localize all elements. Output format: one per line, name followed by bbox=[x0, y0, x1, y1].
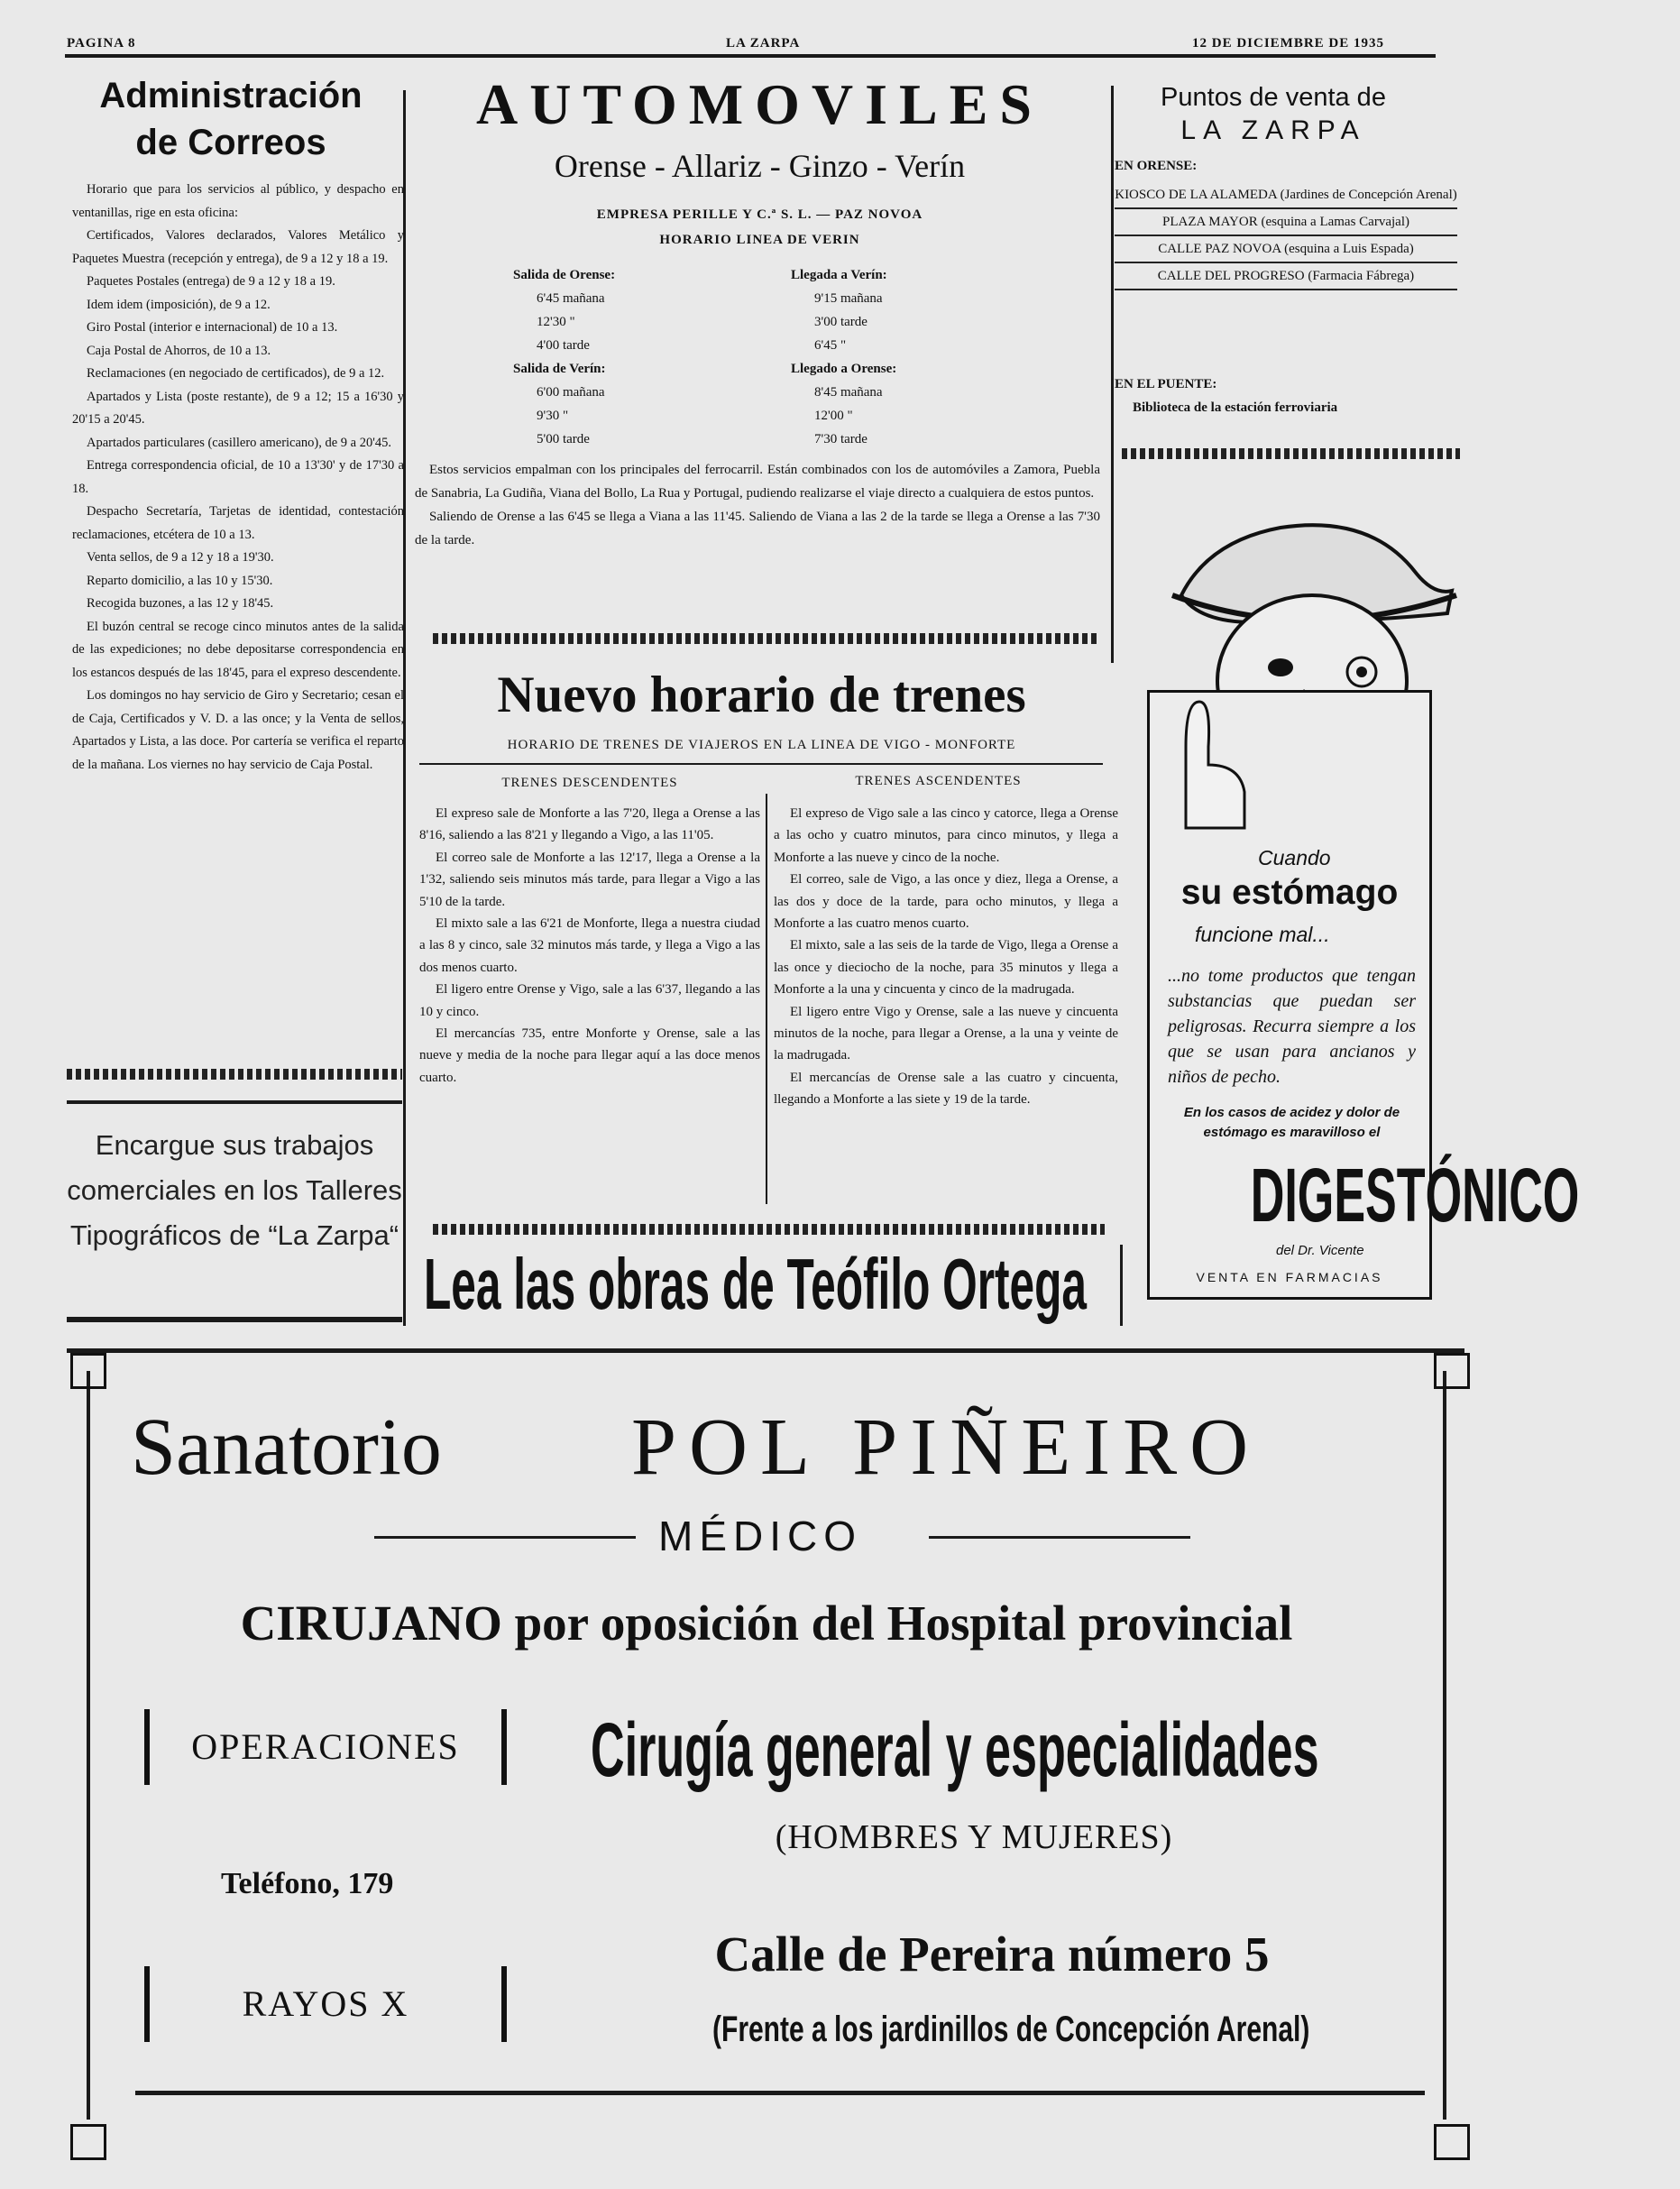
correos-paragraph: Entrega correspondencia oficial, de 10 a 13'30' y de 17'30 a 18. bbox=[72, 458, 404, 496]
sanatorio-frente-wrap bbox=[712, 2004, 1434, 2055]
correos-paragraph: Despacho Secretaría, Tarjetas de identidad, contestación reclamaciones, etcétera de 10 a 13. bbox=[72, 504, 404, 542]
auto-note: Estos servicios empalman con los principales del ferrocarril. Están combinados con los de automóviles a Zamora, Puebla de Sanabria, La Gudiña, Viana del Bollo, La Rua y Portugal, pudiendo realizarse el viaje directo a cualquiera de estos puntos. bbox=[415, 463, 1100, 501]
sanatorio-calle: Calle de Pereira número 5 bbox=[714, 1927, 1270, 1982]
auto-title: AUTOMOVILES bbox=[475, 72, 1044, 136]
auto-cell: 6'45 mañana bbox=[537, 291, 605, 306]
puntos-item: PLAZA MAYOR (esquina a Lamas Carvajal) bbox=[1115, 209, 1457, 236]
correos-body bbox=[72, 179, 404, 777]
sanatorio-bottom-rule bbox=[135, 2091, 1425, 2095]
trenes-asc-heading: TRENES ASCENDENTES bbox=[855, 774, 1022, 788]
operaciones-box: OPERACIONES bbox=[144, 1709, 507, 1785]
auto-cell: 8'45 mañana bbox=[814, 385, 883, 400]
corner-ornament-icon bbox=[1434, 2124, 1470, 2160]
auto-cell: 6'00 mañana bbox=[537, 385, 605, 400]
sanatorio-cirujano: CIRUJANO por oposición del Hospital provincial bbox=[240, 1596, 1293, 1651]
correos-title-1: Administración bbox=[99, 76, 363, 115]
correos-paragraph: Apartados particulares (casillero americano), de 9 a 20'45. bbox=[87, 435, 391, 450]
corner-ornament-icon bbox=[70, 1353, 106, 1389]
auto-schedule-table bbox=[510, 263, 978, 451]
issue-date: 12 DE DICIEMBRE DE 1935 bbox=[1192, 36, 1385, 51]
correos-paragraph: Reparto domicilio, a las 10 y 15'30. bbox=[87, 573, 273, 588]
correos-paragraph: Venta sellos, de 9 a 12 y 18 a 19'30. bbox=[87, 550, 274, 565]
auto-header: Salida de Orense: bbox=[513, 268, 616, 282]
puntos-title-2: LA ZARPA bbox=[1180, 115, 1366, 145]
corner-ornament-icon bbox=[70, 2124, 106, 2160]
trenes-desc-paragraph: El expreso sale de Monforte a las 7'20, llega a Orense a las 8'16, saliendo a las 8'21 y llegando a Vigo, a las 11'05. bbox=[419, 806, 760, 843]
pointing-hand-icon bbox=[1168, 693, 1258, 828]
puntos-sec-orense: EN ORENSE: bbox=[1115, 159, 1198, 173]
eye bbox=[1268, 658, 1293, 676]
trenes-asc-paragraph: El ligero entre Vigo y Orense, sale a las nueve y cincuenta minutos de la noche, para llegar a Orense, a la una y veinte de la madrugada. bbox=[774, 1004, 1118, 1063]
rule bbox=[374, 1536, 636, 1539]
eye bbox=[1356, 667, 1367, 677]
sanatorio-medico: MÉDICO bbox=[658, 1513, 862, 1559]
puntos-title-1: Puntos de venta de bbox=[1161, 83, 1386, 112]
sanatorio-telefono: Teléfono, 179 bbox=[221, 1867, 394, 1900]
auto-header: Llegado a Orense: bbox=[791, 362, 897, 376]
header-rule bbox=[65, 54, 1436, 58]
dashed-rule bbox=[433, 1224, 1105, 1235]
correos-paragraph: Paquetes Postales (entrega) de 9 a 12 y 18 a 19. bbox=[87, 274, 335, 289]
column-divider bbox=[766, 794, 767, 1204]
column-divider bbox=[1111, 86, 1114, 663]
puntos-item: Biblioteca de la estación ferroviaria bbox=[1133, 400, 1338, 415]
auto-cell: 4'00 tarde bbox=[537, 338, 590, 353]
rule bbox=[419, 763, 1103, 765]
digestonico-body: ...no tome productos que tengan substancias que puedan ser peligrosas. Recurra siempre a los que se usan para ancianos y niños de pecho. bbox=[1168, 966, 1416, 1087]
digestonico-line-1: Cuando bbox=[1258, 846, 1331, 869]
trenes-asc-paragraph: El expreso de Vigo sale a las cinco y catorce, llega a Orense a las ocho y cuatro minutos, para cinco minutos, y llega a Monforte a las nueve y cinco de la noche. bbox=[774, 806, 1118, 865]
auto-cell: 12'30 " bbox=[537, 315, 575, 329]
correos-paragraph: Caja Postal de Ahorros, de 10 a 13. bbox=[87, 343, 271, 358]
auto-note: Saliendo de Orense a las 6'45 se llega a Viana a las 11'45. Saliendo de Viana a las 2 de la tarde se llega a Orense a las 7'30 de la tarde. bbox=[415, 510, 1100, 547]
trenes-title: Nuevo horario de trenes bbox=[497, 667, 1026, 723]
correos-paragraph: El buzón central se recoge cinco minutos antes de la salida de las expediciones; no debe depositarse correspondencia en los estancos después de las 18'45, para el expreso descendente. bbox=[72, 619, 404, 680]
hand-shape bbox=[1186, 702, 1244, 828]
digestonico-venta: VENTA EN FARMACIAS bbox=[1196, 1270, 1383, 1284]
auto-schedule-title: HORARIO LINEA DE VERIN bbox=[659, 233, 860, 247]
sanatorio-title-2: POL PIÑEIRO bbox=[631, 1403, 1262, 1492]
auto-route: Orense - Allariz - Ginzo - Verín bbox=[554, 148, 966, 184]
lea-ad: Lea las obras de Teófilo Ortega bbox=[424, 1244, 1088, 1324]
sanatorio-right-rule bbox=[1443, 1371, 1446, 2120]
digestonico-line-3: funcione mal... bbox=[1195, 923, 1330, 946]
correos-title-2: de Correos bbox=[135, 123, 326, 162]
digestonico-brand-wrap bbox=[1150, 1153, 1580, 1237]
sanatorio-frente: (Frente a los jardinillos de Concepción Arenal) bbox=[712, 2010, 1310, 2049]
trenes-subtitle: HORARIO DE TRENES DE VIAJEROS EN LA LINEA DE VIGO - MONFORTE bbox=[507, 738, 1016, 752]
rule bbox=[67, 1100, 402, 1104]
rule bbox=[67, 1317, 402, 1322]
correos-paragraph: Reclamaciones (en negociado de certificados), de 9 a 12. bbox=[87, 366, 385, 381]
encargue-ad: Encargue sus trabajos comerciales en los Talleres Tipográficos de “La Zarpa“ bbox=[67, 1129, 402, 1251]
corner-ornament-icon bbox=[1434, 1353, 1470, 1389]
trenes-desc-paragraph: El mixto sale a las 6'21 de Monforte, llega a nuestra ciudad a las 8 y cinco, sale 32 minutos más tarde, y llega a Vigo a las dos menos cuarto. bbox=[419, 916, 760, 975]
trenes-desc-paragraph: El mercancías 735, entre Monforte y Orense, sale a las nueve y media de la noche para llegar aquí a las doce menos cuarto. bbox=[419, 1026, 760, 1085]
correos-paragraph: Recogida buzones, a las 12 y 18'45. bbox=[87, 596, 274, 611]
correos-paragraph: Apartados y Lista (poste restante), de 9 a 12; 15 a 16'30 y 20'15 a 20'45. bbox=[72, 389, 404, 427]
digestonico-line-2: su estómago bbox=[1180, 873, 1399, 912]
digestonico-acidez: En los casos de acidez y dolor de estómago es maravilloso el bbox=[1183, 1105, 1400, 1140]
dashed-rule bbox=[67, 1069, 402, 1080]
auto-cell: 7'30 tarde bbox=[814, 432, 868, 446]
sanatorio-hombres: (HOMBRES Y MUJERES) bbox=[775, 1818, 1173, 1856]
auto-notes bbox=[415, 458, 1100, 552]
auto-cell: 12'00 " bbox=[814, 409, 853, 423]
correos-paragraph: Idem idem (imposición), de 9 a 12. bbox=[87, 297, 271, 312]
sanatorio-top-rule bbox=[67, 1348, 1464, 1353]
rule bbox=[1120, 1245, 1123, 1326]
sanatorio-title-1: Sanatorio bbox=[131, 1403, 442, 1492]
puntos-item: CALLE DEL PROGRESO (Farmacia Fábrega) bbox=[1115, 263, 1457, 290]
puntos-list bbox=[1115, 184, 1457, 290]
sanatorio-cirugia: Cirugía general y especialidades bbox=[591, 1707, 1319, 1792]
trenes-desc-paragraph: El correo sale de Monforte a las 12'17, llega a Orense a la 1'32, saliendo seis minutos más tarde, para llegar a Vigo a las 5'10 de la tarde. bbox=[419, 850, 760, 909]
correos-paragraph: Certificados, Valores declarados, Valores Metálico y Paquetes Muestra (recepción y entrega), de 9 a 12 y 18 a 19. bbox=[72, 228, 404, 266]
puntos-item: KIOSCO DE LA ALAMEDA (Jardines de Concepción Arenal) bbox=[1115, 184, 1457, 209]
dashed-rule bbox=[1122, 448, 1460, 459]
auto-cell: 9'30 " bbox=[537, 409, 569, 423]
trenes-asc-paragraph: El mercancías de Orense sale a las cuatro y cincuenta, llegando a Monforte a las siete y 19 de la tarde. bbox=[774, 1070, 1118, 1108]
trenes-asc-paragraph: El mixto, sale a las seis de la tarde de Vigo, llega a Orense a las once y dieciocho de la noche, para 35 minutos y llega a Monforte a la una y cincuenta y cinco de la madrugada. bbox=[774, 938, 1118, 998]
digestonico-brand: DIGESTÓNICO bbox=[1250, 1153, 1580, 1237]
correos-paragraph: Giro Postal (interior e internacional) de 10 a 13. bbox=[87, 320, 338, 335]
correos-paragraph: Horario que para los servicios al público, y despacho en ventanillas, rige en esta oficina: bbox=[72, 182, 404, 220]
digestonico-ad bbox=[1147, 690, 1580, 1300]
correos-paragraph: Los domingos no hay servicio de Giro y Secretario; cesan el de Caja, Certificados y V. D. a las once; y la Venta de sellos, Apartados y Lista, a las doce. Por cartería se verifica el reparto de la mañana. Los viernes no hay servicio de Caja Postal. bbox=[72, 688, 404, 772]
auto-cell: 5'00 tarde bbox=[537, 432, 590, 446]
trenes-desc bbox=[419, 803, 760, 1089]
dashed-rule bbox=[433, 633, 1100, 644]
trenes-desc-heading: TRENES DESCENDENTES bbox=[501, 776, 678, 790]
trenes-desc-paragraph: El ligero entre Orense y Vigo, sale a las 6'37, llegando a las 10 y cinco. bbox=[419, 982, 760, 1019]
auto-cell: 3'00 tarde bbox=[814, 315, 868, 329]
auto-cell: 9'15 mañana bbox=[814, 291, 883, 306]
auto-header: Llegada a Verín: bbox=[791, 268, 887, 282]
puntos-item: CALLE PAZ NOVOA (esquina a Luis Espada) bbox=[1115, 236, 1457, 263]
paper-name: LA ZARPA bbox=[726, 36, 801, 51]
rayos-box: RAYOS X bbox=[144, 1966, 507, 2042]
puntos-sec-puente: EN EL PUENTE: bbox=[1115, 377, 1217, 391]
digestonico-doctor: del Dr. Vicente bbox=[1276, 1243, 1364, 1258]
trenes-asc-paragraph: El correo, sale de Vigo, a las once y diez, llega a Orense, a las dos y doce de la tarde, para ocho minutos, y llega a Monforte a las cuatro menos cuarto. bbox=[774, 872, 1118, 932]
sanatorio-left-rule bbox=[87, 1371, 90, 2120]
trenes-asc bbox=[774, 803, 1118, 1111]
page-number: PAGINA 8 bbox=[67, 36, 136, 51]
auto-company: EMPRESA PERILLE Y C.ª S. L. — PAZ NOVOA bbox=[596, 207, 923, 222]
correos-heading bbox=[67, 72, 395, 166]
rule bbox=[929, 1536, 1190, 1539]
auto-cell: 6'45 " bbox=[814, 338, 847, 353]
auto-header: Salida de Verín: bbox=[513, 362, 606, 376]
